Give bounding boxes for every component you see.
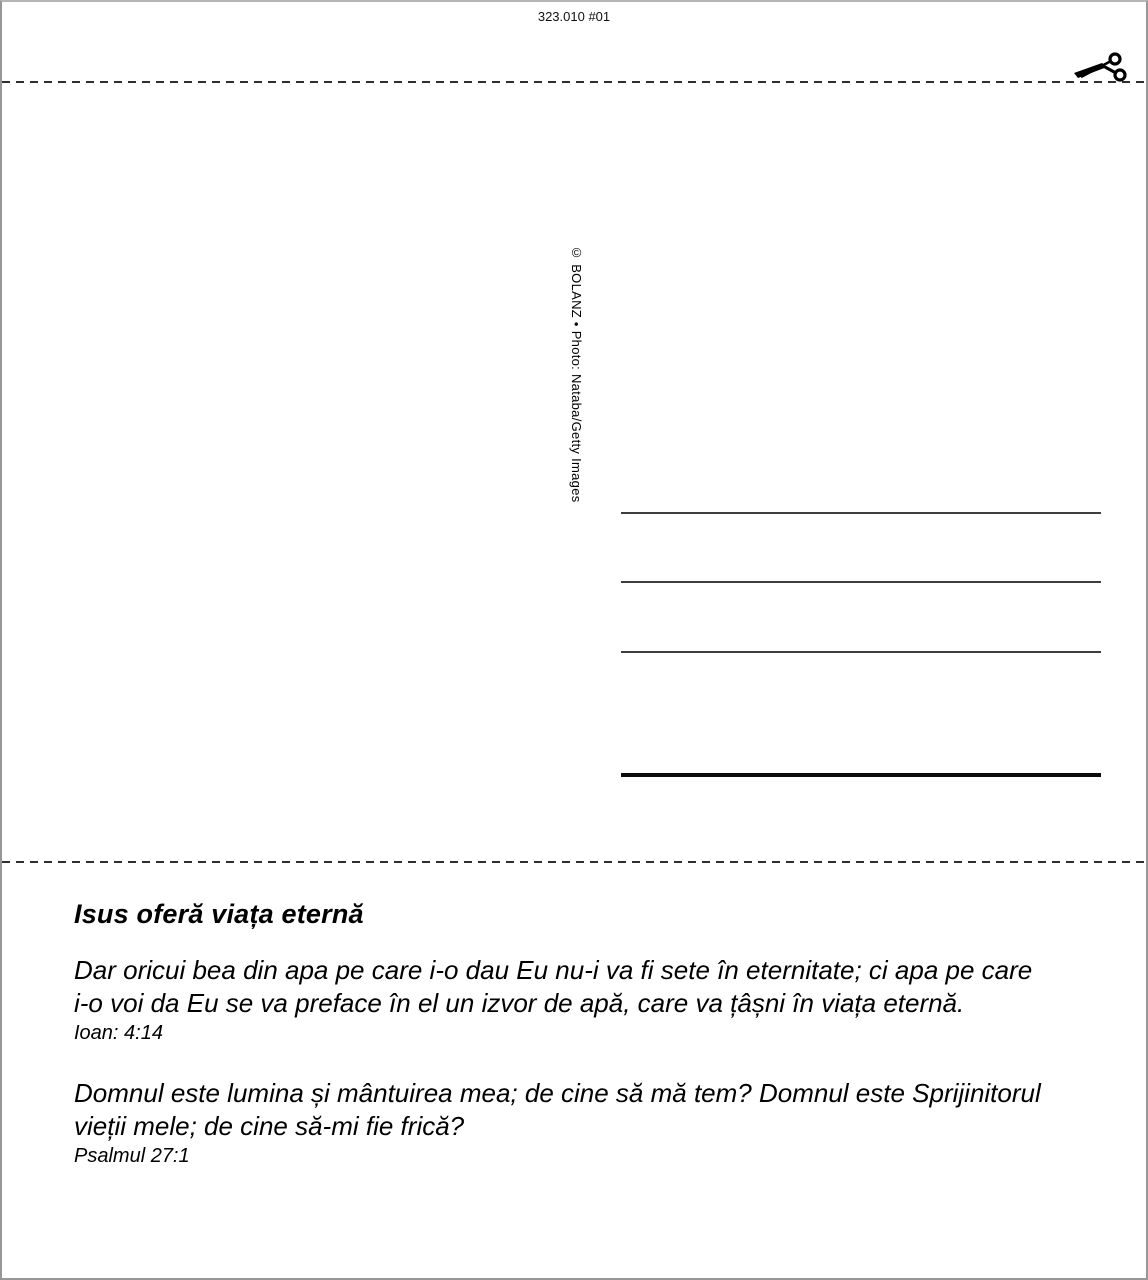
message-block bbox=[74, 896, 1094, 1170]
verse-text bbox=[74, 1077, 1094, 1143]
verse-text bbox=[74, 954, 1094, 1020]
address-line bbox=[621, 651, 1101, 653]
verse-line: Domnul este lumina și mântuirea mea; de cine să mă tem? Domnul este Sprijinitorul bbox=[74, 1078, 1041, 1108]
scissors-icon bbox=[1074, 51, 1128, 85]
sheet-code: 323.010 #01 bbox=[537, 9, 611, 24]
verse-reference: Psalmul 27:1 bbox=[74, 1145, 190, 1167]
message-title: Isus oferă viața eternă bbox=[74, 899, 364, 929]
address-line bbox=[621, 512, 1101, 514]
cut-line-bottom bbox=[2, 861, 1148, 863]
address-line bbox=[621, 581, 1101, 583]
cut-line-top bbox=[2, 81, 1148, 83]
verse-line: Dar oricui bea din apa pe care i-o dau Eu nu-i va fi sete în eternitate; ci apa pe care bbox=[74, 955, 1033, 985]
verse-line: i-o voi da Eu se va preface în el un izvor de apă, care va țâșni în viața eternă. bbox=[74, 988, 965, 1018]
verse-reference: Ioan: 4:14 bbox=[74, 1022, 163, 1044]
verse-line: vieții mele; de cine să-mi fie frică? bbox=[74, 1111, 465, 1141]
photo-credit: © BOLANZ • Photo: Nataba/Getty Images bbox=[569, 245, 584, 503]
address-line-bold bbox=[621, 773, 1101, 777]
